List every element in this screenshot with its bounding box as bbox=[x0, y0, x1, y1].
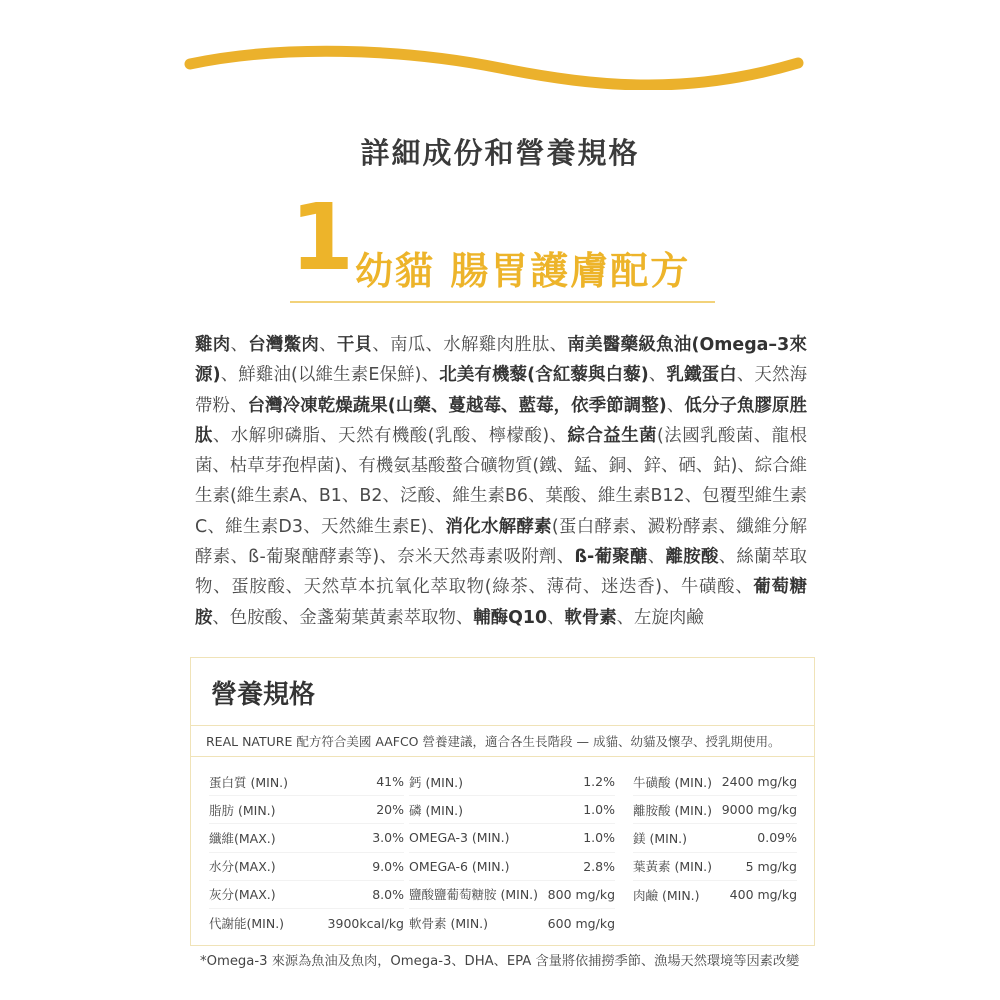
nutrition-spec-subtitle: REAL NATURE 配方符合美國 AAFCO 營養建議，適合各生長階段 — 成貓、幼貓及懷孕、授乳期使用。 bbox=[191, 726, 814, 757]
nutrient-value: 2400 mg/kg bbox=[721, 774, 797, 790]
ingredient-text: 、 bbox=[319, 335, 337, 355]
nutrition-row bbox=[409, 768, 615, 796]
ingredient-text: 、天然海帶粉、 bbox=[195, 365, 807, 416]
ingredient-text: 、 bbox=[666, 395, 685, 416]
ingredient-text: 、 bbox=[547, 607, 565, 628]
nutrient-value: 9000 mg/kg bbox=[721, 802, 797, 818]
nutrition-column-2 bbox=[409, 768, 615, 937]
formula-name: 幼貓 腸胃護膚配方 bbox=[355, 249, 691, 293]
nutrition-spec-title: 營養規格 bbox=[191, 658, 814, 726]
nutrient-label: 灰分(MAX.) bbox=[209, 887, 276, 903]
ingredient-text: 、 bbox=[648, 365, 667, 386]
ingredient-highlight: 離胺酸 bbox=[665, 547, 719, 568]
decorative-wave-line bbox=[170, 20, 830, 90]
nutrient-label: 纖維(MAX.) bbox=[209, 830, 276, 846]
nutrition-row bbox=[633, 768, 797, 796]
nutrient-label: 代謝能(MIN.) bbox=[209, 916, 285, 932]
ingredient-text: 、絲蘭萃取物、蛋胺酸、天然草本抗氧化萃取物(綠茶、薄荷、迷迭香)、牛磺酸、 bbox=[195, 547, 807, 598]
nutrient-value: 41% bbox=[376, 774, 404, 790]
nutrient-label: 鈣 (MIN.) bbox=[409, 774, 464, 790]
ingredient-highlight: 干貝 bbox=[336, 335, 373, 355]
nutrition-row bbox=[633, 796, 797, 824]
nutrient-value: 8.0% bbox=[372, 886, 404, 902]
nutrient-value: 1.0% bbox=[583, 802, 615, 818]
ingredient-highlight: 低分子魚膠原胜肽 bbox=[195, 395, 807, 446]
ingredient-text: 、色胺酸、金盞菊葉黃素萃取物、 bbox=[212, 607, 474, 628]
nutrition-row bbox=[409, 853, 615, 881]
ingredient-text: 、南瓜、水解雞肉胜肽、 bbox=[372, 335, 568, 355]
ingredient-highlight: 輔酶Q10 bbox=[473, 607, 548, 628]
ingredient-highlight: 軟骨素 bbox=[564, 607, 617, 628]
ingredient-highlight: 葡萄糖胺 bbox=[195, 577, 807, 628]
nutrition-row bbox=[409, 796, 615, 824]
nutrient-label: 軟骨素 (MIN.) bbox=[409, 916, 489, 932]
nutrient-label: OMEGA-3 (MIN.) bbox=[409, 830, 510, 846]
nutrient-value: 3900kcal/kg bbox=[327, 915, 404, 931]
ingredient-highlight: 北美有機藜(含紅藜與白藜) bbox=[439, 365, 649, 386]
ingredient-highlight: 消化水解酵素 bbox=[445, 516, 552, 537]
nutrition-row bbox=[633, 853, 797, 881]
nutrient-label: 葉黃素 (MIN.) bbox=[633, 859, 713, 875]
nutrient-value: 20% bbox=[376, 802, 404, 818]
nutrient-label: 磷 (MIN.) bbox=[409, 802, 464, 818]
nutrient-value: 1.2% bbox=[583, 774, 615, 790]
nutrient-value: 1.0% bbox=[583, 830, 615, 846]
nutrition-row bbox=[409, 824, 615, 852]
footnote: *Omega-3 來源為魚油及魚肉，Omega-3、DHA、EPA 含量將依捕撈季節、漁場天然環境等因素改變 bbox=[200, 954, 800, 969]
ingredient-text: (蛋白酵素、澱粉酵素、纖維分解酵素、ß-葡聚醣酵素等)、奈米天然毒素吸附劑、 bbox=[195, 516, 807, 568]
ingredient-highlight: 綜合益生菌 bbox=[567, 425, 658, 446]
ingredient-text: 、 bbox=[647, 547, 666, 568]
nutrient-label: 離胺酸 (MIN.) bbox=[633, 802, 713, 818]
nutrition-row bbox=[209, 881, 404, 909]
ingredient-highlight: 台灣鱉肉 bbox=[248, 335, 320, 355]
nutrition-row bbox=[209, 796, 404, 824]
nutrient-label: 水分(MAX.) bbox=[209, 859, 276, 875]
nutrition-row bbox=[409, 881, 615, 909]
ingredients-list bbox=[195, 330, 807, 633]
formula-heading bbox=[290, 184, 715, 303]
nutrient-label: 肉鹼 (MIN.) bbox=[633, 887, 700, 903]
nutrition-row bbox=[633, 824, 797, 852]
nutrition-row bbox=[409, 909, 615, 937]
nutrient-label: 脂肪 (MIN.) bbox=[209, 802, 276, 818]
nutrition-row bbox=[209, 824, 404, 852]
nutrient-value: 5 mg/kg bbox=[745, 858, 797, 874]
nutrition-row bbox=[209, 768, 404, 796]
nutrient-label: 鹽酸鹽葡萄糖胺 (MIN.) bbox=[409, 887, 539, 903]
nutrient-value: 0.09% bbox=[757, 830, 797, 846]
nutrient-value: 3.0% bbox=[372, 830, 404, 846]
nutrient-label: 蛋白質 (MIN.) bbox=[209, 774, 289, 790]
page-title: 詳細成份和營養規格 bbox=[360, 136, 640, 170]
nutrient-label: 鎂 (MIN.) bbox=[633, 830, 688, 846]
ingredient-highlight: 台灣冷凍乾燥蔬果(山藥、蔓越莓、藍莓，依季節調整) bbox=[247, 395, 667, 416]
nutrient-value: 2.8% bbox=[583, 858, 615, 874]
ingredient-text: 、水解卵磷脂、天然有機酸(乳酸、檸檬酸)、 bbox=[212, 425, 568, 446]
nutrition-row bbox=[633, 881, 797, 909]
nutrient-label: 牛磺酸 (MIN.) bbox=[633, 774, 713, 790]
ingredient-text: 、左旋肉鹼 bbox=[616, 607, 704, 628]
ingredient-highlight: 雞肉 bbox=[195, 335, 231, 355]
nutrition-row bbox=[209, 909, 404, 937]
nutrition-column-3 bbox=[633, 768, 797, 909]
ingredient-highlight: 南美醫藥級魚油(Omega–3來源) bbox=[195, 335, 807, 386]
ingredient-text: 、 bbox=[230, 335, 249, 355]
nutrition-row bbox=[209, 853, 404, 881]
ingredient-highlight: 乳鐵蛋白 bbox=[666, 365, 737, 386]
nutrition-column-1 bbox=[209, 768, 404, 937]
nutrient-value: 9.0% bbox=[372, 858, 404, 874]
nutrient-value: 400 mg/kg bbox=[729, 887, 797, 903]
nutrient-value: 800 mg/kg bbox=[547, 886, 615, 902]
ingredient-text: (法國乳酸菌、龍根菌、枯草芽孢桿菌)、有機氨基酸螯合礦物質(鐵、錳、銅、鋅、硒、鈷)、綜合維生素(維生素A、B1、B2、泛酸、維生素B6、葉酸、維生素B12、包覆型維生素C、維生素D3、天然維生素E)、 bbox=[195, 425, 807, 537]
ingredient-text: 、鮮雞油(以維生素E保鮮)、 bbox=[220, 365, 440, 386]
nutrient-value: 600 mg/kg bbox=[547, 915, 615, 931]
nutrient-label: OMEGA-6 (MIN.) bbox=[409, 858, 510, 874]
nutrition-spec-box bbox=[190, 657, 815, 946]
ingredient-highlight: ß-葡聚醣 bbox=[574, 547, 648, 568]
formula-number: 1 bbox=[290, 184, 355, 291]
